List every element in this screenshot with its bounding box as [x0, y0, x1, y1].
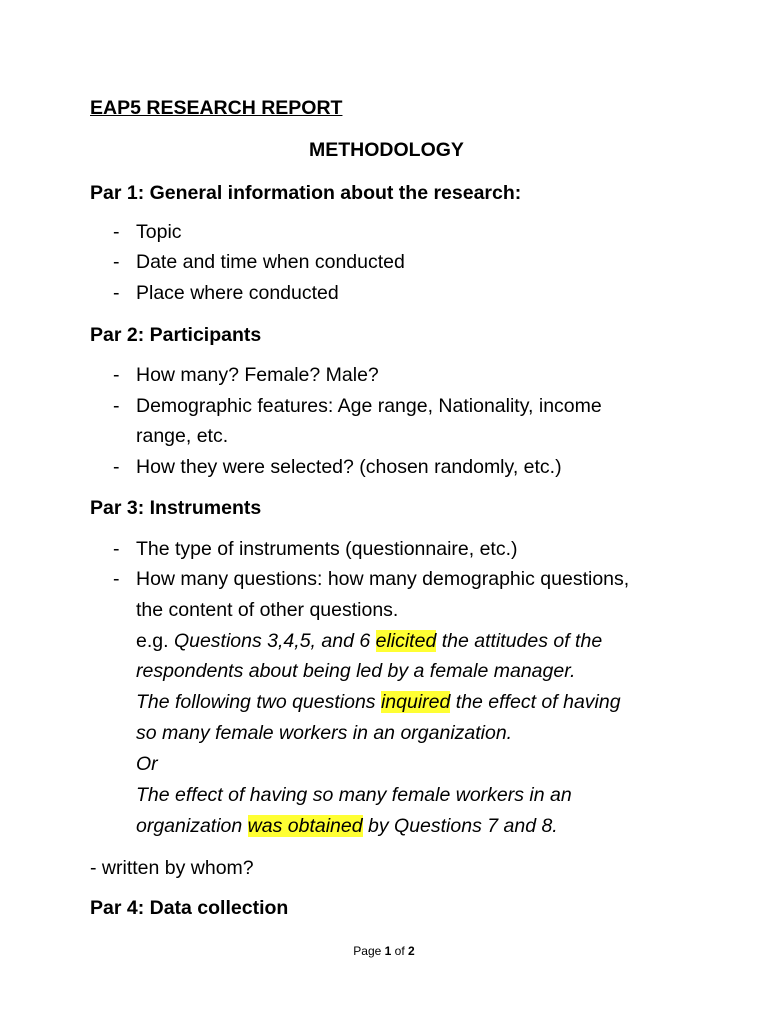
par3-note-author: - written by whom?: [90, 857, 254, 879]
bullet-dash: -: [113, 251, 120, 273]
example-text: organization: [136, 815, 248, 837]
highlight-inquired: inquired: [380, 691, 451, 713]
footer-of-word: of: [391, 944, 409, 958]
example-text: the attitudes of the: [436, 630, 603, 652]
example-line-3: [136, 689, 621, 715]
par1-heading: Par 1: General information about the research:: [90, 182, 522, 204]
par2-item-count: How many? Female? Male?: [136, 364, 379, 386]
footer-page-word: Page: [353, 944, 385, 958]
par1-item-topic: Topic: [136, 221, 182, 243]
par3-item-type: The type of instruments (questionnaire, etc.): [136, 538, 518, 560]
highlight-was-obtained: was obtained: [247, 815, 363, 837]
highlight-elicited: elicited: [375, 630, 437, 652]
footer-page-total: 2: [408, 944, 415, 958]
par2-item-demographics-cont: range, etc.: [136, 425, 229, 447]
par1-item-date: Date and time when conducted: [136, 251, 405, 273]
par3-item-questions: How many questions: how many demographic questions,: [136, 568, 630, 590]
example-line-2: respondents about being led by a female manager.: [136, 660, 576, 682]
example-line-1: [136, 628, 602, 654]
example-text: Questions 3,4,5, and 6: [173, 630, 376, 652]
example-line-or: Or: [136, 753, 158, 775]
footer-page-number: 1: [384, 944, 392, 958]
example-line-6: The effect of having so many female workers in an: [136, 784, 572, 806]
example-line-7: [136, 813, 558, 839]
par2-item-selection: How they were selected? (chosen randomly, etc.): [136, 456, 562, 478]
bullet-dash: -: [113, 456, 120, 478]
par2-heading: Par 2: Participants: [90, 324, 262, 346]
bullet-dash: -: [113, 282, 120, 304]
page-footer: [0, 942, 768, 960]
bullet-dash: -: [113, 364, 120, 386]
example-line-4: so many female workers in an organization.: [136, 722, 513, 744]
example-prefix: e.g.: [136, 630, 174, 652]
par3-heading: Par 3: Instruments: [90, 497, 262, 519]
par3-item-questions-cont: the content of other questions.: [136, 599, 399, 621]
document-title: EAP5 RESEARCH REPORT: [90, 97, 343, 119]
bullet-dash: -: [113, 221, 120, 243]
bullet-dash: -: [113, 568, 120, 590]
par4-heading: Par 4: Data collection: [90, 897, 289, 919]
example-text: the effect of having: [450, 691, 621, 713]
example-text: The following two questions: [136, 691, 381, 713]
par1-item-place: Place where conducted: [136, 282, 339, 304]
par2-item-demographics: Demographic features: Age range, Nationality, income: [136, 395, 602, 417]
section-title-methodology: METHODOLOGY: [309, 139, 464, 161]
example-text: by Questions 7 and 8.: [362, 815, 558, 837]
bullet-dash: -: [113, 538, 120, 560]
bullet-dash: -: [113, 395, 120, 417]
